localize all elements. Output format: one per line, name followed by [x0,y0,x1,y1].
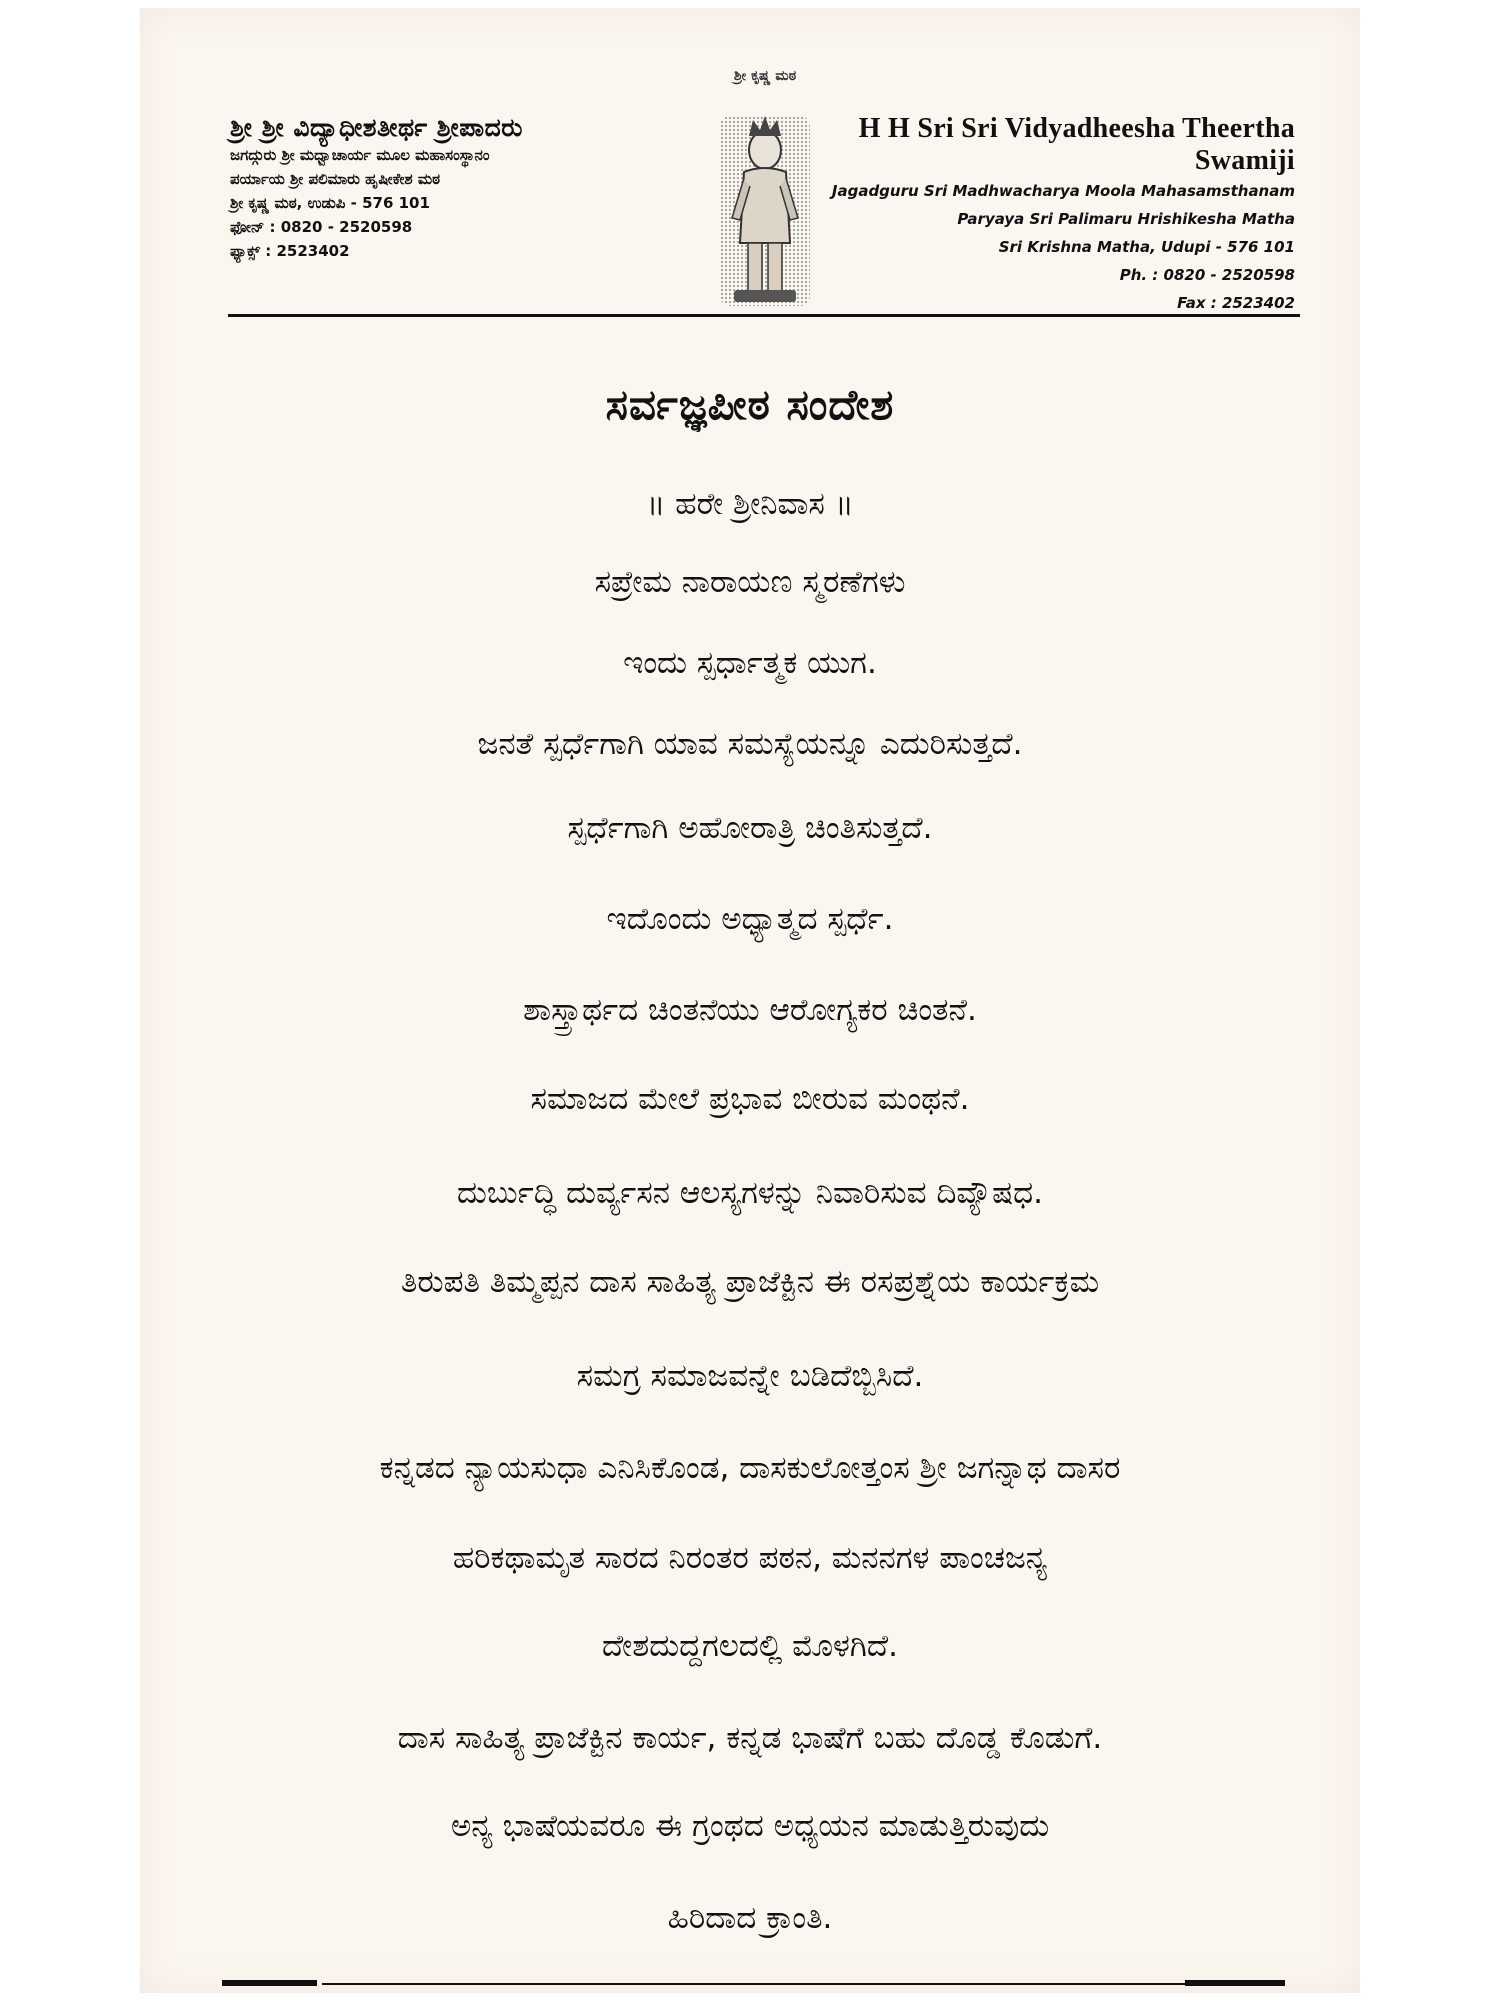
message-line: ಸಮಾಜದ ಮೇಲೆ ಪ್ರಭಾವ ಬೀರುವ ಮಂಥನೆ. [530,1081,970,1117]
message-line: ಸ್ಪರ್ಧೆಗಾಗಿ ಅಹೋರಾತ್ರಿ ಚಿಂತಿಸುತ್ತದೆ. [567,810,933,846]
invocation: ॥ ಹರೇ ಶ್ರೀನಿವಾಸ ॥ [646,486,854,522]
message-line: ಶಾಸ್ತ್ರಾರ್ಥದ ಚಿಂತನೆಯು ಆರೋಗ್ಯಕರ ಚಿಂತನೆ. [523,992,977,1028]
message-line: ದುರ್ಬುದ್ಧಿ ದುರ್ವ್ಯಸನ ಆಲಸ್ಯಗಳನ್ನು ನಿವಾರಿಸುವ ದಿವ್ಯೌಷಧ. [456,1175,1044,1211]
message-line: ಅನ್ಯ ಭಾಷೆಯವರೂ ಈ ಗ್ರಂಥದ ಅಧ್ಯಯನ ಮಾಡುತ್ತಿರುವುದು [450,1808,1050,1844]
emblem-caption: ಶ್ರೀ ಕೃಷ್ಣ ಮಠ [733,68,797,84]
letter-page [140,8,1360,1993]
address-line: Jagadguru Sri Madhwacharya Moola Mahasamsthanam [831,182,1295,200]
letterhead-right [775,113,1295,317]
message-line: ಹಿರಿದಾದ ಕ್ರಾಂತಿ. [667,1900,833,1936]
message-line: ಹರಿಕಥಾಮೃತ ಸಾರದ ನಿರಂತರ ಪಠನ, ಮನನಗಳ ಪಾಂಚಜನ್ಯ [452,1540,1048,1576]
footer-rule-right [1185,1980,1285,1986]
address-line: Sri Krishna Matha, Udupi - 576 101 [998,238,1295,256]
phone-line: ಫೋನ್ : 0820 - 2520598 [230,218,413,236]
message-line: ದೇಶದುದ್ದಗಲದಲ್ಲಿ ಮೊಳಗಿದೆ. [602,1628,898,1664]
message-line: ತಿರುಪತಿ ತಿಮ್ಮಪ್ಪನ ದಾಸ ಸಾಹಿತ್ಯ ಪ್ರಾಜೆಕ್ಟಿನ ಈ ರಸಪ್ರಶ್ನೆಯ ಕಾರ್ಯಕ್ರಮ [400,1264,1100,1300]
fax-line: ಫ್ಯಾಕ್ಸ್ : 2523402 [230,242,350,260]
address-line: ಶ್ರೀ ಕೃಷ್ಣ ಮಠ, ಉಡುಪಿ - 576 101 [230,194,430,212]
message-line: ಕನ್ನಡದ ನ್ಯಾಯಸುಧಾ ಎನಿಸಿಕೊಂಡ, ದಾಸಕುಲೋತ್ತಂಸ ಶ್ರೀ ಜಗನ್ನಾಥ ದಾಸರ [379,1450,1121,1486]
phone-line: Ph. : 0820 - 2520598 [1119,266,1295,284]
swamiji-name-english: H H Sri Sri Vidyadheesha Theertha Swamiji [858,113,1295,176]
message-line: ಸಮಗ್ರ ಸಮಾಜವನ್ನೇ ಬಡಿದೆಬ್ಬಿಸಿದೆ. [576,1358,924,1394]
address-line: ಜಗದ್ಗುರು ಶ್ರೀ ಮಧ್ವಾಚಾರ್ಯ ಮೂಲ ಮಹಾಸಂಸ್ಥಾನಂ [230,146,490,164]
footer-rule [322,1983,1222,1985]
address-line: Paryaya Sri Palimaru Hrishikesha Matha [957,210,1295,228]
swamiji-name-kannada: ಶ್ರೀ ಶ್ರೀ ವಿದ್ಯಾಧೀಶತೀರ್ಥ ಶ್ರೀಪಾದರು [230,113,523,142]
fax-line: Fax : 2523402 [1177,294,1295,312]
address-line: ಪರ್ಯಾಯ ಶ್ರೀ ಪಲಿಮಾರು ಹೃಷೀಕೇಶ ಮಠ [230,170,441,188]
message-title: ಸರ್ವಜ್ಞಪೀಠ ಸಂದೇಶ [605,380,895,429]
letterhead-divider [228,314,1300,317]
message-line: ದಾಸ ಸಾಹಿತ್ಯ ಪ್ರಾಜೆಕ್ಟಿನ ಕಾರ್ಯ, ಕನ್ನಡ ಭಾಷೆಗೆ ಬಹು ದೊಡ್ಡ ಕೊಡುಗೆ. [397,1720,1103,1756]
footer-rule-left [222,1980,317,1986]
message-line: ಜನತೆ ಸ್ಪರ್ಧೆಗಾಗಿ ಯಾವ ಸಮಸ್ಯೆಯನ್ನೂ ಎದುರಿಸುತ್ತದೆ. [477,726,1023,762]
message-line: ಸಪ್ರೇಮ ನಾರಾಯಣ ಸ್ಮರಣೆಗಳು [594,564,906,600]
message-line: ಇದೊಂದು ಅಧ್ಯಾತ್ಮದ ಸ್ಪರ್ಧೆ. [606,901,894,937]
letterhead-left [230,113,750,263]
message-line: ಇಂದು ಸ್ಪರ್ಧಾತ್ಮಕ ಯುಗ. [623,645,877,681]
